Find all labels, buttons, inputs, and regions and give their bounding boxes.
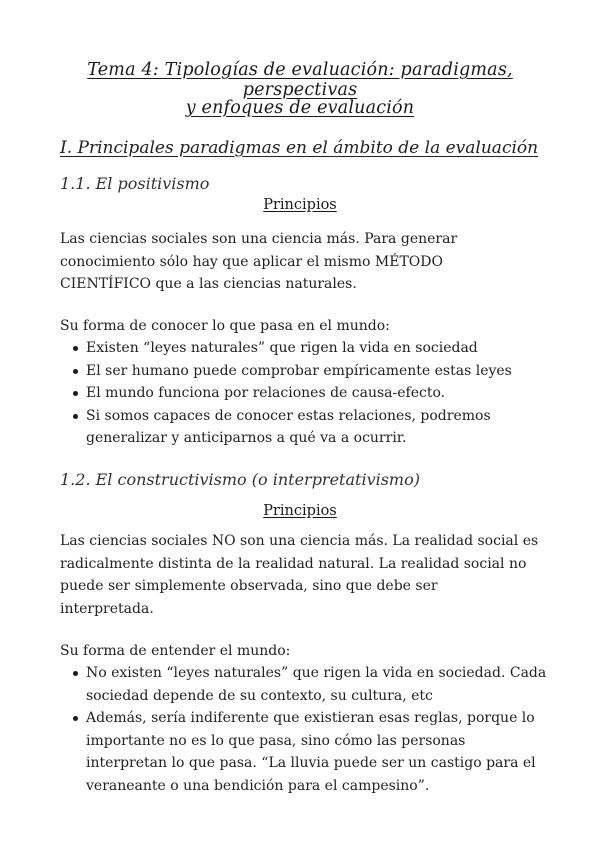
- text-line: Las ciencias sociales NO son una ciencia más. La realidad social es: [60, 533, 539, 549]
- text-line: Las ciencias sociales son una ciencia más. Para generar: [60, 231, 458, 247]
- text-line: conocimiento sólo hay que aplicar el mismo MÉTODO: [60, 253, 443, 270]
- bullet-icon: [73, 716, 78, 721]
- text-line: El ser humano puede comprobar empíricamente estas leyes: [86, 362, 512, 379]
- constructivismo-heading: 1.2. El constructivismo (o interpretativismo): [60, 470, 420, 489]
- positivismo-heading: 1.1. El positivismo: [60, 174, 210, 193]
- constructivismo-lead: [60, 640, 545, 663]
- constructivismo-intro: [60, 530, 545, 620]
- bullet-icon: [73, 369, 78, 374]
- document-title-line-2: y enfoques de evaluación: [185, 98, 415, 118]
- text-line: interpretada.: [60, 600, 154, 617]
- positivismo-intro: [60, 228, 545, 296]
- text-line: No existen “leyes naturales” que rigen la vida en sociedad. Cada: [86, 665, 547, 681]
- text-line: Si somos capaces de conocer estas relaciones, podremos: [86, 407, 491, 424]
- section-heading: I. Principales paradigmas en el ámbito de la evaluación: [60, 138, 539, 158]
- bullet-icon: [73, 671, 78, 676]
- text-line: Su forma de conocer lo que pasa en el mundo:: [60, 318, 390, 334]
- constructivismo-bullet-list: [60, 662, 550, 797]
- positivismo-principles-label: Principios: [263, 197, 337, 213]
- text-line: Existen “leyes naturales” que rigen la vida en sociedad: [86, 340, 478, 356]
- text-line: puede ser simplemente observada, sino que debe ser: [60, 578, 438, 594]
- text-line: El mundo funciona por relaciones de causa-efecto.: [86, 385, 446, 401]
- text-line: Su forma de entender el mundo:: [60, 643, 291, 659]
- bullet-icon: [73, 346, 78, 351]
- list-item: [60, 662, 550, 707]
- list-item: [60, 707, 550, 797]
- list-item: [60, 382, 550, 405]
- text-line: generalizar y anticiparnos a qué va a ocurrir.: [86, 430, 407, 446]
- text-line: veraneante o una bendición para el campesino”.: [86, 777, 430, 794]
- document-title-line-1: Tema 4: Tipologías de evaluación: paradigmas, perspectivas: [87, 60, 513, 100]
- positivismo-bullet-list: [60, 337, 550, 450]
- list-item: [60, 337, 550, 360]
- positivismo-lead: [60, 315, 545, 338]
- text-line: importante no es lo que pasa, sino cómo las personas: [86, 732, 466, 749]
- text-line: Además, sería indiferente que existieran esas reglas, porque lo: [86, 710, 535, 726]
- list-item: [60, 360, 550, 383]
- bullet-icon: [73, 391, 78, 396]
- text-line: CIENTÍFICO que a las ciencias naturales.: [60, 276, 357, 292]
- text-line: interpretan lo que pasa. “La lluvia puede ser un castigo para el: [86, 755, 536, 771]
- list-item: [60, 405, 550, 450]
- text-line: sociedad depende de su contexto, su cultura, etc: [86, 687, 433, 704]
- text-line: radicalmente distinta de la realidad natural. La realidad social no: [60, 555, 527, 572]
- bullet-icon: [73, 414, 78, 419]
- constructivismo-principles-label: Principios: [263, 503, 337, 519]
